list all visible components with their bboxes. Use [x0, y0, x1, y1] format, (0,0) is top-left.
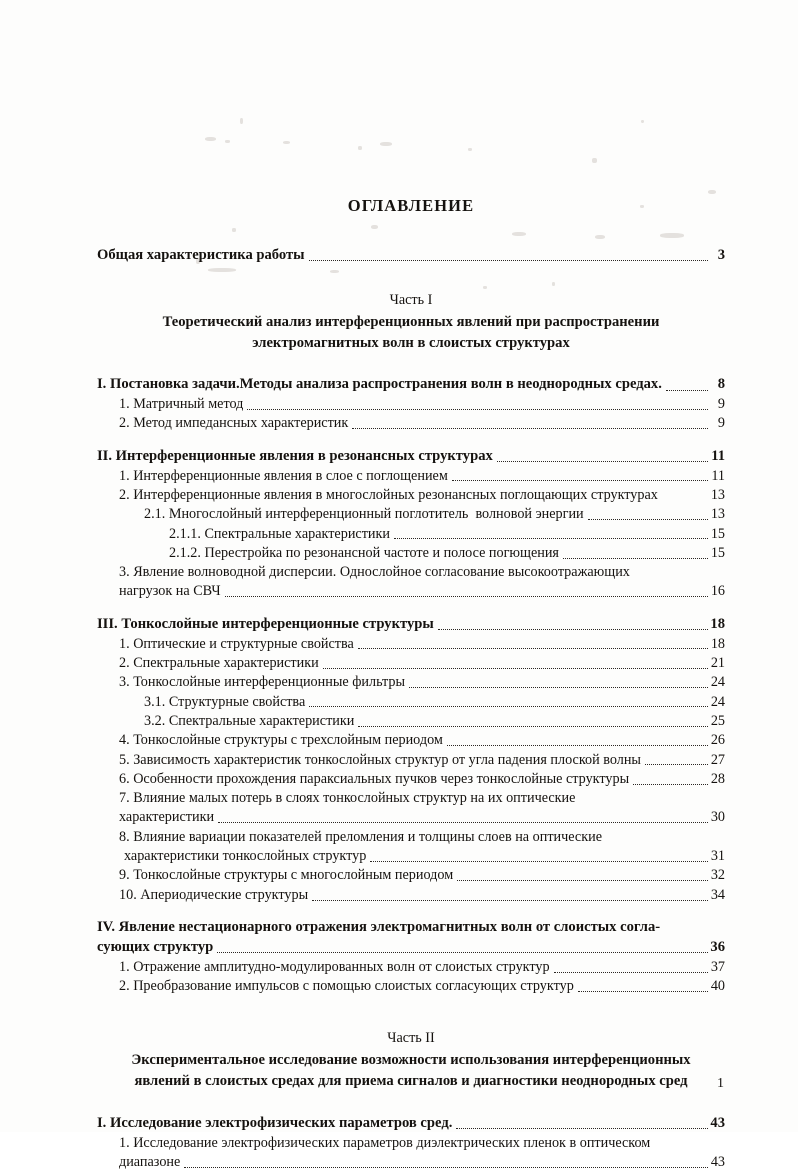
dot-leader: [438, 629, 708, 630]
toc-entry-page: 3: [717, 247, 725, 263]
dot-leader: [358, 726, 707, 727]
toc-entry-page: 21: [710, 654, 725, 671]
toc-entry-page: 31: [710, 848, 725, 865]
toc-entry[interactable]: [97, 1114, 725, 1134]
toc-entry[interactable]: [144, 693, 725, 712]
toc-entry-label: 2.1.2. Перестройка по резонансной частоте и полосе погющения: [169, 544, 559, 561]
dot-leader: [184, 1167, 707, 1168]
toc-entry-page: 34: [710, 886, 725, 903]
dot-leader: [352, 428, 707, 429]
toc-entry[interactable]: [97, 918, 725, 958]
toc-entry-page: 37: [710, 958, 725, 975]
dot-leader: [497, 461, 708, 462]
toc-entry-page: 24: [710, 693, 725, 710]
dot-leader: [588, 519, 708, 520]
dot-leader: [554, 972, 708, 973]
toc-entry-label: 3. Тонкослойные интерференционные фильтры: [119, 674, 406, 691]
toc-entry-label: 7. Влияние малых потерь в слоях тонкослойных структур на их оптические: [119, 790, 576, 807]
dot-leader: [409, 687, 707, 688]
toc-entry-label-continued: [119, 582, 725, 601]
toc-entry-page: 32: [710, 867, 725, 884]
toc-entry-page: 25: [710, 712, 725, 729]
dot-leader: [666, 390, 708, 391]
toc-entry[interactable]: [119, 486, 725, 505]
toc-entry-page: 16: [710, 583, 725, 600]
toc-entry-label: 8. Влияние вариации показателей преломления и толщины слоев на оптические: [119, 828, 602, 845]
toc-entry[interactable]: [119, 414, 725, 433]
toc-entry-page: 24: [710, 674, 725, 691]
toc-entry-label: 10. Апериодические структуры: [119, 886, 309, 903]
dot-leader: [394, 538, 708, 539]
page-title: ОГЛАВЛЕНИЕ: [347, 196, 475, 215]
toc-entry-label-continued: [124, 847, 725, 866]
toc-entry-page: 15: [710, 544, 725, 561]
toc-entry-page: 13: [710, 506, 725, 523]
toc-entry-label: I. Исследование электрофизических параметров сред.: [97, 1114, 453, 1131]
part-2-entries: [97, 1114, 725, 1172]
toc-entry-general[interactable]: [97, 246, 725, 266]
table-of-contents: [97, 196, 725, 1172]
toc-entry[interactable]: [119, 751, 725, 770]
toc-entry-label: III. Тонкослойные интерференционные структуры: [97, 615, 434, 632]
dot-leader: [456, 1128, 707, 1129]
toc-entry-label: 4. Тонкослойные структуры с трехслойным периодом: [119, 732, 443, 749]
toc-entry-label: 6. Особенности прохождения параксиальных пучков через тонкослойные структуры: [119, 770, 630, 787]
toc-entry-label: 1. Отражение амплитудно-модулированных волн от слоистых структур: [119, 958, 550, 975]
part-heading-1: [97, 292, 725, 353]
toc-entry-label: Общая характеристика работы: [97, 247, 305, 263]
toc-entry-label: 1. Интерференционные явления в слое с поглощением: [119, 467, 448, 484]
toc-entry-label: I. Постановка задачи.Методы анализа распространения волн в неоднородных средах.: [97, 376, 662, 393]
toc-entry-label: 3.1. Структурные свойства: [144, 693, 306, 710]
toc-entry-label: 2. Преобразование импульсов с помощью слоистых согласующих структур: [119, 978, 574, 994]
toc-entry[interactable]: [119, 467, 725, 486]
toc-entry[interactable]: [119, 731, 725, 750]
toc-entry-label-line2: диапазоне: [119, 1153, 181, 1170]
toc-entry-page: 43: [710, 1153, 725, 1170]
toc-entry-page: 43: [710, 1114, 725, 1131]
dot-leader: [563, 558, 708, 559]
toc-entry[interactable]: [144, 505, 725, 524]
toc-entry-page: 27: [710, 751, 725, 768]
toc-entry-label: 2.1.1. Спектральные характеристики: [169, 525, 390, 542]
toc-entry[interactable]: [97, 375, 725, 395]
dot-leader: [358, 648, 708, 649]
folio-page-number: 1: [717, 1076, 724, 1091]
toc-entry[interactable]: [119, 958, 725, 977]
toc-entry[interactable]: [119, 395, 725, 414]
toc-entry[interactable]: [144, 712, 725, 731]
toc-entry[interactable]: [119, 1134, 725, 1172]
toc-entry-label: 3. Явление волноводной дисперсии. Однослойное согласование высокоотражающих: [119, 564, 630, 581]
dot-leader: [312, 900, 707, 901]
toc-entry[interactable]: [169, 525, 725, 544]
dot-leader: [217, 952, 707, 953]
toc-entry-page: 11: [711, 447, 725, 464]
toc-entry[interactable]: [119, 789, 725, 828]
toc-entry-label-line2: сующих структур: [97, 938, 214, 955]
toc-entry-label: II. Интерференционные явления в резонансных структурах: [97, 447, 493, 464]
part-title: Экспериментальное исследование возможности использования интерференционных явлений в слоистых средах для приема сигналов и диагностики неоднородных сред: [131, 1052, 691, 1090]
toc-entry-label-continued: [97, 938, 725, 958]
toc-entry-page: 8: [717, 376, 725, 393]
toc-entry[interactable]: [119, 770, 725, 789]
dot-leader: [452, 480, 708, 481]
toc-entry-label: 2. Метод импедансных характеристик: [119, 415, 349, 432]
toc-entry-label-line2: нагрузок на СВЧ: [119, 583, 221, 600]
toc-entry-page: 13: [710, 486, 725, 503]
part-number: Часть I: [389, 291, 433, 308]
toc-entry-label: 2. Интерференционные явления в многослойных резонансных поглощающих структурах: [119, 486, 658, 503]
dot-leader: [218, 822, 707, 823]
toc-entry[interactable]: [97, 447, 725, 467]
toc-entry-page: 9: [717, 396, 725, 413]
dot-leader: [225, 596, 708, 597]
toc-entry-page: 11: [711, 467, 725, 484]
dot-leader: [309, 260, 708, 261]
dot-leader: [323, 668, 708, 669]
toc-entry-page: 26: [710, 732, 725, 749]
toc-entry-label: IV. Явление нестационарного отражения электромагнитных волн от слоистых согла-: [97, 919, 661, 935]
toc-entry-label: 2.1. Многослойный интерференционный поглотитель волновой энергии: [144, 506, 584, 523]
toc-entry[interactable]: [119, 977, 725, 996]
toc-entry-label-continued: [119, 808, 725, 827]
dot-leader: [578, 991, 708, 992]
toc-entry-page: 18: [710, 615, 725, 632]
toc-entry[interactable]: [97, 615, 725, 635]
toc-entry-page: 15: [710, 525, 725, 542]
toc-entry-page: 30: [710, 809, 725, 826]
toc-entry-label: 2. Спектральные характеристики: [119, 654, 319, 671]
toc-entry-label: 1. Матричный метод: [119, 396, 244, 413]
toc-entry-page: 40: [710, 978, 725, 994]
toc-entry-page: 28: [710, 770, 725, 787]
toc-entry-label-line2: характеристики: [119, 809, 215, 826]
toc-entry[interactable]: [119, 673, 725, 692]
toc-entry-label: 9. Тонкослойные структуры с многослойным периодом: [119, 867, 454, 884]
dot-leader: [309, 706, 707, 707]
dot-leader: [645, 764, 708, 765]
dot-leader: [457, 880, 707, 881]
toc-entry-label-continued: [119, 1153, 725, 1172]
toc-entry-label: 1. Исследование электрофизических параметров диэлектрических пленок в оптическом: [119, 1134, 651, 1151]
dot-leader: [447, 745, 708, 746]
part-1-entries: [97, 375, 725, 996]
toc-entry[interactable]: [169, 544, 725, 563]
toc-entry-page: 18: [710, 635, 725, 652]
toc-entry-page: 9: [717, 415, 725, 432]
toc-entry-page: 36: [710, 938, 725, 955]
toc-entry[interactable]: [119, 866, 725, 885]
toc-entry-label: 1. Оптические и структурные свойства: [119, 635, 354, 652]
toc-entry[interactable]: [119, 635, 725, 654]
part-number: Часть II: [387, 1030, 435, 1047]
toc-entry[interactable]: [119, 886, 725, 905]
toc-entry[interactable]: [119, 654, 725, 673]
toc-entry[interactable]: [119, 563, 725, 602]
dot-leader: [633, 784, 707, 785]
dot-leader: [247, 409, 707, 410]
toc-entry[interactable]: [119, 828, 725, 867]
toc-entry-label: 5. Зависимость характеристик тонкослойных структур от угла падения плоской волны: [119, 751, 641, 768]
part-title: Теоретический анализ интерференционных явлений при распространении электромагнитных волн в слоистых структурах: [162, 313, 660, 351]
toc-entry-label: 3.2. Спектральные характеристики: [144, 712, 355, 729]
dot-leader: [370, 861, 707, 862]
toc-entry-label-line2: характеристики тонкослойных структур: [124, 848, 367, 865]
part-heading-2: [97, 1030, 725, 1091]
